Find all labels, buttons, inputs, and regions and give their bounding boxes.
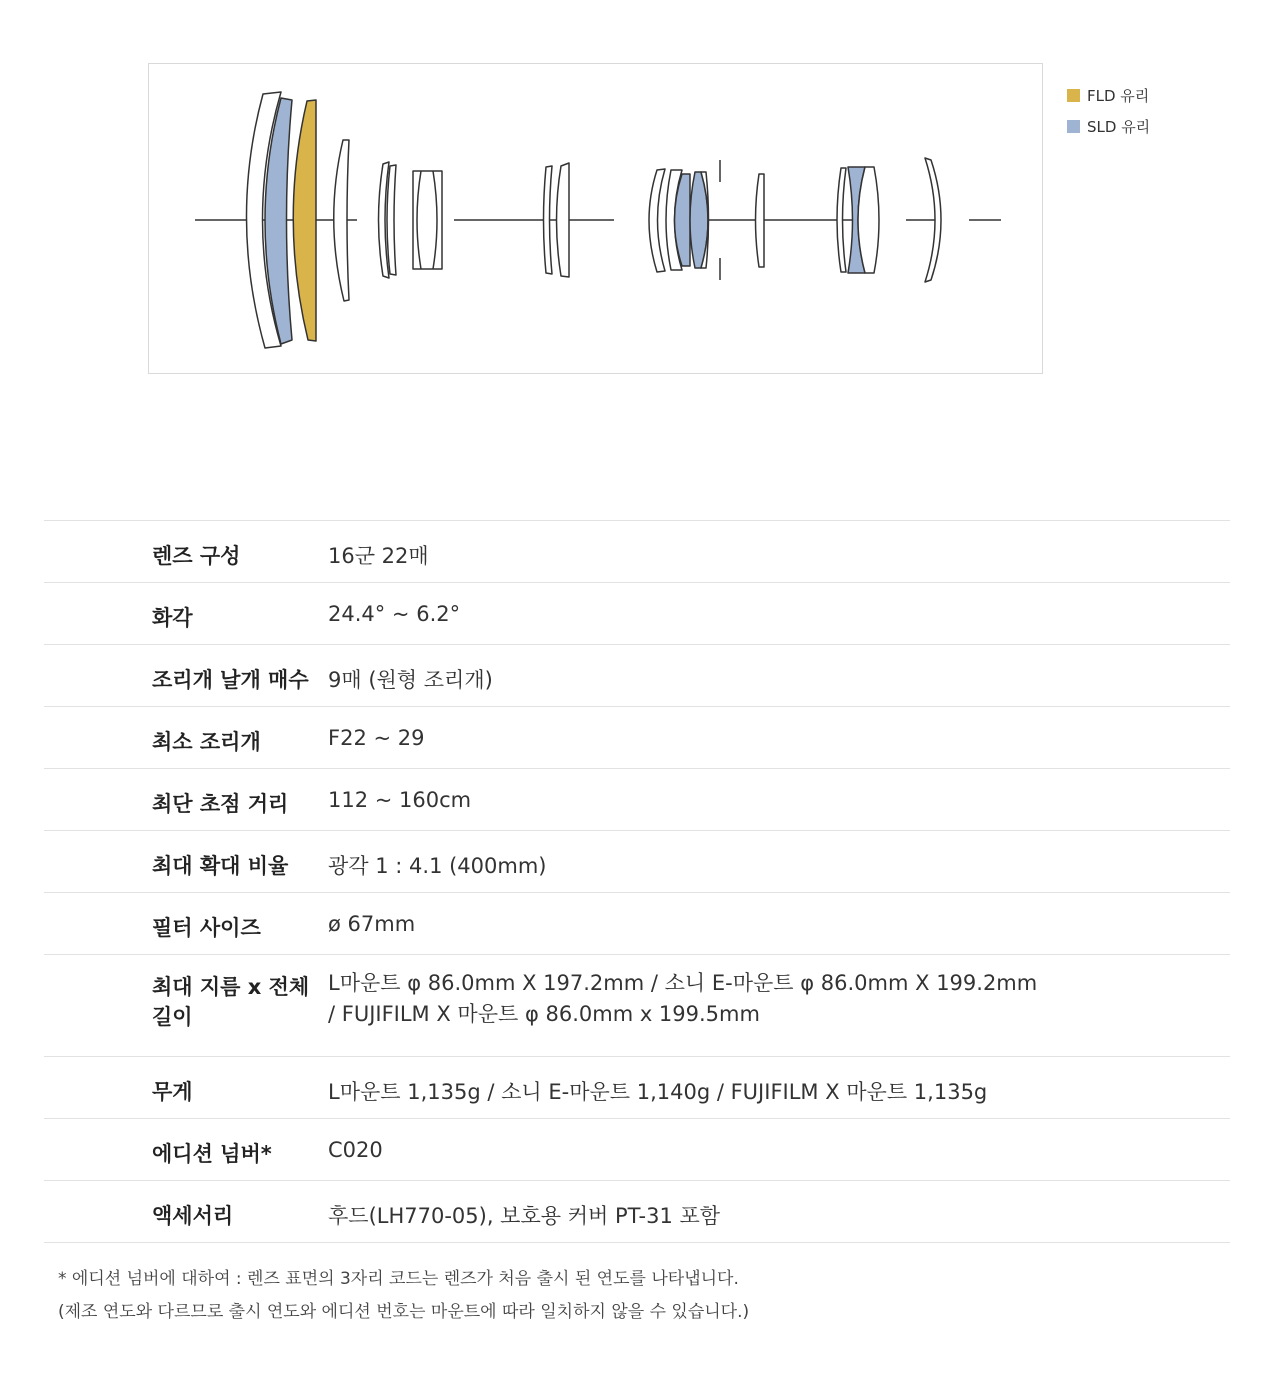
footnote-line: * 에디션 넘버에 대하여 : 렌즈 표면의 3자리 코드는 렌즈가 처음 출시 된 연도를 나타냅니다.	[58, 1269, 739, 1289]
sld-swatch	[1067, 120, 1080, 133]
spec-value: F22 ~ 29	[328, 726, 425, 750]
lens-legend	[1067, 80, 1150, 142]
spec-row-dimensions	[44, 955, 1230, 1057]
spec-row-accessories	[44, 1181, 1230, 1243]
spec-label: 최대 지름 x 전체 길이	[152, 975, 310, 1029]
lens-diagram-svg	[149, 64, 1044, 375]
spec-value: 9매 (원형 조리개)	[328, 668, 493, 692]
spec-label: 최단 초점 거리	[152, 792, 289, 816]
lens-element	[557, 163, 570, 277]
fld-swatch	[1067, 89, 1080, 102]
spec-value	[328, 955, 1230, 1056]
legend-label-fld: FLD 유리	[1087, 87, 1150, 105]
spec-value: ø 67mm	[328, 912, 416, 936]
spec-label: 액세서리	[152, 1204, 234, 1228]
footnote-line: (제조 연도와 다르므로 출시 연도와 에디션 번호는 마운트에 따라 일치하지 않을 수 있습니다.)	[58, 1302, 750, 1322]
spec-value: L마운트 1,135g / 소니 E-마운트 1,140g / FUJIFILM X 마운트 1,135g	[328, 1080, 988, 1104]
spec-row-weight	[44, 1057, 1230, 1119]
spec-row-edition-number	[44, 1119, 1230, 1181]
spec-label: 최소 조리개	[152, 730, 261, 754]
spec-row-min-aperture	[44, 707, 1230, 769]
spec-label: 조리개 날개 매수	[152, 668, 309, 692]
spec-row-angle-of-view	[44, 583, 1230, 645]
spec-value-line: / FUJIFILM X 마운트 φ 86.0mm x 199.5mm	[328, 1002, 760, 1026]
spec-label: 최대 확대 비율	[152, 854, 289, 878]
spec-row-filter-size	[44, 893, 1230, 955]
lens-construction-diagram	[148, 63, 1043, 374]
spec-row-min-focus-distance	[44, 769, 1230, 831]
lens-element-fld	[293, 100, 316, 341]
spec-value: 16군 22매	[328, 544, 429, 568]
legend-label-sld: SLD 유리	[1087, 118, 1151, 136]
lens-element	[649, 169, 665, 272]
spec-value-line: L마운트 φ 86.0mm X 197.2mm / 소니 E-마운트 φ 86.0mm X 199.2mm	[328, 971, 1038, 995]
spec-value: C020	[328, 1138, 383, 1162]
lens-element	[858, 167, 879, 273]
spec-label: 필터 사이즈	[152, 916, 261, 940]
lens-element	[334, 140, 349, 301]
spec-label: 렌즈 구성	[152, 544, 241, 568]
spec-label: 무게	[152, 1080, 193, 1104]
spec-label: 에디션 넘버*	[152, 1142, 272, 1166]
spec-value: 후드(LH770-05), 보호용 커버 PT-31 포함	[328, 1204, 721, 1228]
spec-value: 광각 1 : 4.1 (400mm)	[328, 854, 547, 878]
edition-footnote	[58, 1263, 749, 1329]
legend-item-fld	[1067, 80, 1150, 111]
spec-row-aperture-blades	[44, 645, 1230, 707]
lens-element	[387, 165, 396, 275]
lens-element	[756, 174, 765, 267]
spec-row-lens-construction	[44, 521, 1230, 583]
legend-item-sld	[1067, 111, 1150, 142]
spec-value: 24.4° ~ 6.2°	[328, 602, 461, 626]
spec-table	[44, 520, 1230, 1243]
spec-value: 112 ~ 160cm	[328, 788, 472, 812]
spec-row-max-magnification	[44, 831, 1230, 893]
spec-label: 화각	[152, 606, 193, 630]
